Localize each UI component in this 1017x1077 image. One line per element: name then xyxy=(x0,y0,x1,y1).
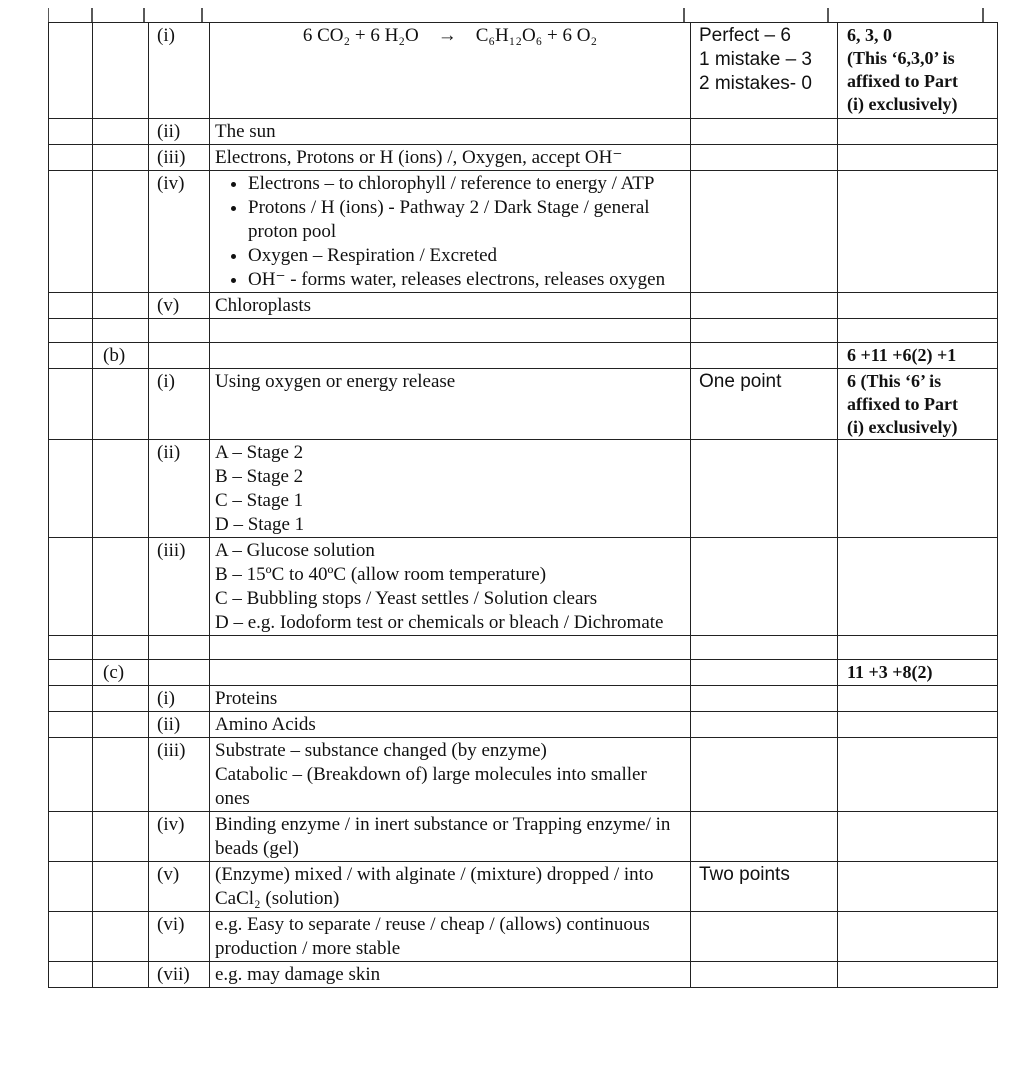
answer-bullet-list xyxy=(210,171,691,293)
item-number: (ii) xyxy=(149,119,210,145)
marking-note: Two points xyxy=(691,862,838,912)
table-row xyxy=(49,812,998,862)
item-number: (v) xyxy=(149,293,210,319)
section-label: (c) xyxy=(93,660,149,686)
list-item: • Electrons – to chlorophyll / reference to energy / ATP xyxy=(248,172,685,196)
item-number: (ii) xyxy=(149,440,210,538)
cut-off-previous-row xyxy=(48,8,984,22)
equation-left: 6 CO₂ + 6 H₂O xyxy=(302,25,419,46)
reaction-arrow: → xyxy=(437,25,457,46)
answer-text: The sun xyxy=(210,119,691,145)
table-row xyxy=(49,962,998,988)
item-number: (i) xyxy=(149,23,210,119)
answer-lines: A – Stage 2 B – Stage 2 C – Stage 1 D – Stage 1 xyxy=(210,440,691,538)
table-row xyxy=(49,862,998,912)
table-row xyxy=(49,23,998,119)
item-number: (v) xyxy=(149,862,210,912)
answer-text: Proteins xyxy=(210,686,691,712)
table-row xyxy=(49,145,998,171)
list-item: • Protons / H (ions) - Pathway 2 / Dark Stage / general proton pool xyxy=(248,196,685,244)
answer-text: (Enzyme) mixed / with alginate / (mixture) dropped / into CaCl₂ (solution) xyxy=(210,862,691,912)
table-row xyxy=(49,738,998,812)
item-number: (iv) xyxy=(149,171,210,293)
table-row xyxy=(49,293,998,319)
answer-text: e.g. may damage skin xyxy=(210,962,691,988)
item-number: (iii) xyxy=(149,145,210,171)
answer-text: e.g. Easy to separate / reuse / cheap / (allows) continuous production / more stable xyxy=(210,912,691,962)
answer-text: Using oxygen or energy release xyxy=(210,369,691,440)
spacer-row xyxy=(49,636,998,660)
answer-lines: A – Glucose solution B – 15ºC to 40ºC (allow room temperature) C – Bubbling stops / Yeast settles / Solution clears D – e.g. Iodoform test or chemicals or bleach / Dichromate xyxy=(210,538,691,636)
item-number: (iv) xyxy=(149,812,210,862)
item-number: (vii) xyxy=(149,962,210,988)
equation-right: C₆H₁₂O₆ + 6 O₂ xyxy=(475,25,598,46)
table-row xyxy=(49,686,998,712)
section-total-marks: 11 +3 +8(2) xyxy=(838,660,998,686)
list-item: • OH⁻ - forms water, releases electrons, releases oxygen xyxy=(248,268,685,292)
item-number: (ii) xyxy=(149,712,210,738)
item-number: (i) xyxy=(149,686,210,712)
marks-allocation: 6, 3, 0 (This ‘6,3,0’ is affixed to Part (i) exclusively) xyxy=(838,23,998,119)
section-label: (b) xyxy=(93,343,149,369)
answer-lines: Substrate – substance changed (by enzyme) Catabolic – (Breakdown of) large molecules into smaller ones xyxy=(210,738,691,812)
item-number: (iii) xyxy=(149,538,210,636)
table-row xyxy=(49,712,998,738)
marking-scheme-table xyxy=(48,22,998,988)
table-row xyxy=(49,171,998,293)
item-number: (i) xyxy=(149,369,210,440)
spacer-row xyxy=(49,319,998,343)
item-number: (iii) xyxy=(149,738,210,812)
table-row xyxy=(49,538,998,636)
section-header-row xyxy=(49,660,998,686)
table-row xyxy=(49,119,998,145)
item-number: (vi) xyxy=(149,912,210,962)
section-total-marks: 6 +11 +6(2) +1 xyxy=(838,343,998,369)
table-row xyxy=(49,440,998,538)
answer-text: Binding enzyme / in inert substance or Trapping enzyme/ in beads (gel) xyxy=(210,812,691,862)
table-row xyxy=(49,369,998,440)
section-header-row xyxy=(49,343,998,369)
marks-allocation: 6 (This ‘6’ is affixed to Part (i) exclusively) xyxy=(838,369,998,440)
marking-note: One point xyxy=(691,369,838,440)
table-row xyxy=(49,912,998,962)
marking-note: Perfect – 6 1 mistake – 3 2 mistakes- 0 xyxy=(691,23,838,119)
answer-text: Amino Acids xyxy=(210,712,691,738)
list-item: • Oxygen – Respiration / Excreted xyxy=(248,244,685,268)
answer-text: Electrons, Protons or H (ions) /, Oxygen, accept OH⁻ xyxy=(210,145,691,171)
answer-text: Chloroplasts xyxy=(210,293,691,319)
photosynthesis-equation xyxy=(210,23,691,119)
